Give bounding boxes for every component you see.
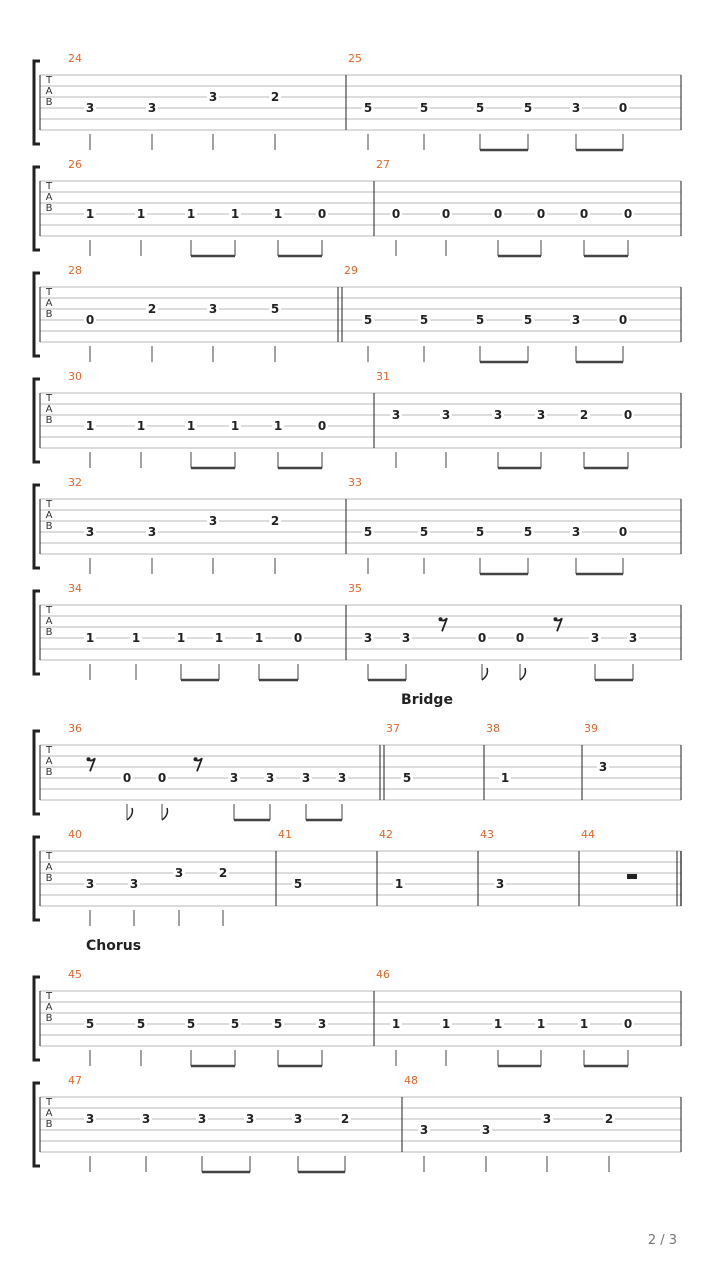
tab-clef-letter: A [45,86,53,97]
fret-number: 1 [254,631,264,645]
tab-clef-letter: A [45,298,53,309]
system-bracket [34,977,40,1060]
fret-number: 5 [419,313,429,327]
fret-number: 1 [85,207,95,221]
fret-number: 2 [579,408,589,422]
tab-clef-letter: A [45,1002,53,1013]
fret-number: 0 [122,771,132,785]
tab-clef-letter: T [45,991,53,1002]
fret-number: 1 [391,1017,401,1031]
measure-number: 28 [68,264,82,277]
fret-number: 5 [419,101,429,115]
note-flag [162,808,167,820]
measure-number: 47 [68,1074,82,1087]
tab-clef-letter: A [45,192,53,203]
fret-number: 0 [515,631,525,645]
note-flag [520,668,525,680]
fret-number: 2 [270,514,280,528]
fret-number: 3 [391,408,401,422]
tab-clef-letter: B [45,309,53,320]
fret-number: 0 [536,207,546,221]
fret-number: 1 [500,771,510,785]
fret-number: 1 [273,207,283,221]
fret-number: 1 [136,419,146,433]
fret-number: 3 [337,771,347,785]
measure-number: 40 [68,828,82,841]
fret-number: 3 [245,1112,255,1126]
fret-number: 1 [536,1017,546,1031]
tab-clef-letter: B [45,627,53,638]
fret-number: 3 [598,760,608,774]
tab-system-3 [34,264,681,362]
measure-number: 26 [68,158,82,171]
tab-clef-letter: T [45,75,53,86]
note-flag [127,808,132,820]
tab-clef-letter: B [45,97,53,108]
tab-clef-letter: A [45,404,53,415]
tab-system-6 [34,582,681,680]
system-bracket [34,731,40,814]
page-number: 2 / 3 [647,1233,677,1248]
fret-number: 3 [536,408,546,422]
fret-number: 1 [85,631,95,645]
fret-number: 0 [85,313,95,327]
measure-number: 37 [386,722,400,735]
fret-number: 3 [265,771,275,785]
fret-number: 3 [85,525,95,539]
fret-number: 5 [475,313,485,327]
fret-number: 3 [493,408,503,422]
fret-number: 0 [441,207,451,221]
measure-number: 39 [584,722,598,735]
fret-number: 3 [363,631,373,645]
measure-number: 34 [68,582,82,595]
tab-system-5 [34,476,681,574]
tab-clef-letter: T [45,851,53,862]
system-bracket [34,591,40,674]
tab-systems [34,52,681,1172]
tab-system-10 [34,1074,681,1172]
half-rest [627,874,637,879]
fret-number: 0 [391,207,401,221]
tab-clef-letter: B [45,873,53,884]
fret-number: 3 [441,408,451,422]
tab-system-4 [34,370,681,468]
fret-number: 3 [229,771,239,785]
tab-clef-letter: A [45,1108,53,1119]
fret-number: 5 [136,1017,146,1031]
fret-number: 1 [214,631,224,645]
measure-number: 24 [68,52,82,65]
fret-number: 3 [147,101,157,115]
fret-number: 1 [273,419,283,433]
fret-number: 1 [186,207,196,221]
fret-number: 0 [157,771,167,785]
fret-number: 1 [131,631,141,645]
fret-number: 1 [230,419,240,433]
measure-number: 35 [348,582,362,595]
fret-number: 3 [141,1112,151,1126]
fret-number: 3 [317,1017,327,1031]
fret-number: 3 [208,90,218,104]
fret-number: 5 [85,1017,95,1031]
tab-clef-letter: T [45,393,53,404]
fret-number: 3 [208,302,218,316]
tab-clef-letter: B [45,415,53,426]
fret-number: 0 [618,525,628,539]
fret-number: 1 [230,207,240,221]
fret-number: 5 [402,771,412,785]
fret-number: 3 [85,101,95,115]
fret-number: 5 [230,1017,240,1031]
fret-number: 1 [493,1017,503,1031]
tab-clef-letter: T [45,605,53,616]
fret-number: 0 [493,207,503,221]
fret-number: 1 [85,419,95,433]
tab-clef-letter: T [45,745,53,756]
fret-number: 0 [477,631,487,645]
system-bracket [34,273,40,356]
fret-number: 3 [85,877,95,891]
measure-number: 42 [379,828,393,841]
tab-system-2 [34,158,681,256]
tab-clef-letter: B [45,1013,53,1024]
fret-number: 3 [174,866,184,880]
measure-number: 46 [376,968,390,981]
tab-system-9 [34,938,681,1066]
fret-number: 3 [197,1112,207,1126]
eighth-rest-dot [554,617,558,621]
fret-number: 2 [604,1112,614,1126]
fret-number: 1 [441,1017,451,1031]
tab-clef-letter: T [45,1097,53,1108]
fret-number: 3 [85,1112,95,1126]
fret-number: 0 [579,207,589,221]
measure-number: 30 [68,370,82,383]
fret-number: 5 [363,525,373,539]
fret-number: 0 [623,408,633,422]
tab-clef-letter: T [45,499,53,510]
fret-number: 3 [571,525,581,539]
fret-number: 5 [363,101,373,115]
measure-number: 36 [68,722,82,735]
fret-number: 2 [218,866,228,880]
fret-number: 5 [419,525,429,539]
measure-number: 29 [344,264,358,277]
fret-number: 3 [481,1123,491,1137]
tab-system-1 [34,52,681,150]
fret-number: 0 [623,207,633,221]
fret-number: 1 [579,1017,589,1031]
fret-number: 5 [363,313,373,327]
measure-number: 41 [278,828,292,841]
fret-number: 3 [129,877,139,891]
system-bracket [34,167,40,250]
fret-number: 3 [293,1112,303,1126]
eighth-rest-dot [87,757,91,761]
fret-number: 0 [317,207,327,221]
fret-number: 5 [523,313,533,327]
system-bracket [34,485,40,568]
system-bracket [34,61,40,144]
fret-number: 3 [628,631,638,645]
fret-number: 5 [475,525,485,539]
fret-number: 5 [523,525,533,539]
measure-number: 33 [348,476,362,489]
system-bracket [34,1083,40,1166]
fret-number: 3 [419,1123,429,1137]
tab-clef-letter: A [45,862,53,873]
tab-clef-letter: B [45,203,53,214]
tab-clef-letter: B [45,1119,53,1130]
measure-number: 45 [68,968,82,981]
tab-clef-letter: B [45,521,53,532]
fret-number: 3 [495,877,505,891]
measure-number: 27 [376,158,390,171]
tab-clef-letter: T [45,181,53,192]
eighth-rest-dot [439,617,443,621]
measure-number: 48 [404,1074,418,1087]
fret-number: 0 [317,419,327,433]
fret-number: 5 [523,101,533,115]
eighth-rest-dot [194,757,198,761]
system-bracket [34,837,40,920]
fret-number: 1 [136,207,146,221]
measure-number: 38 [486,722,500,735]
system-bracket [34,379,40,462]
tab-clef-letter: A [45,510,53,521]
fret-number: 0 [618,101,628,115]
fret-number: 5 [186,1017,196,1031]
measure-number: 43 [480,828,494,841]
section-label: Bridge [401,692,453,708]
measure-number: 25 [348,52,362,65]
tab-clef-letter: B [45,767,53,778]
tab-clef-letter: T [45,287,53,298]
fret-number: 3 [590,631,600,645]
fret-number: 2 [340,1112,350,1126]
fret-number: 2 [147,302,157,316]
fret-number: 3 [301,771,311,785]
fret-number: 3 [208,514,218,528]
measure-number: 32 [68,476,82,489]
measure-number: 44 [581,828,595,841]
fret-number: 3 [571,313,581,327]
measure-number: 31 [376,370,390,383]
tab-system-7 [34,692,681,820]
tab-clef-letter: A [45,756,53,767]
note-flag [482,668,487,680]
fret-number: 3 [571,101,581,115]
section-label: Chorus [86,938,142,954]
fret-number: 0 [623,1017,633,1031]
fret-number: 5 [273,1017,283,1031]
fret-number: 5 [293,877,303,891]
fret-number: 0 [618,313,628,327]
fret-number: 1 [186,419,196,433]
fret-number: 2 [270,90,280,104]
tab-clef-letter: A [45,616,53,627]
fret-number: 1 [176,631,186,645]
fret-number: 1 [394,877,404,891]
fret-number: 3 [147,525,157,539]
fret-number: 5 [475,101,485,115]
fret-number: 0 [293,631,303,645]
fret-number: 3 [542,1112,552,1126]
tab-system-8 [34,828,681,926]
fret-number: 3 [401,631,411,645]
fret-number: 5 [270,302,280,316]
